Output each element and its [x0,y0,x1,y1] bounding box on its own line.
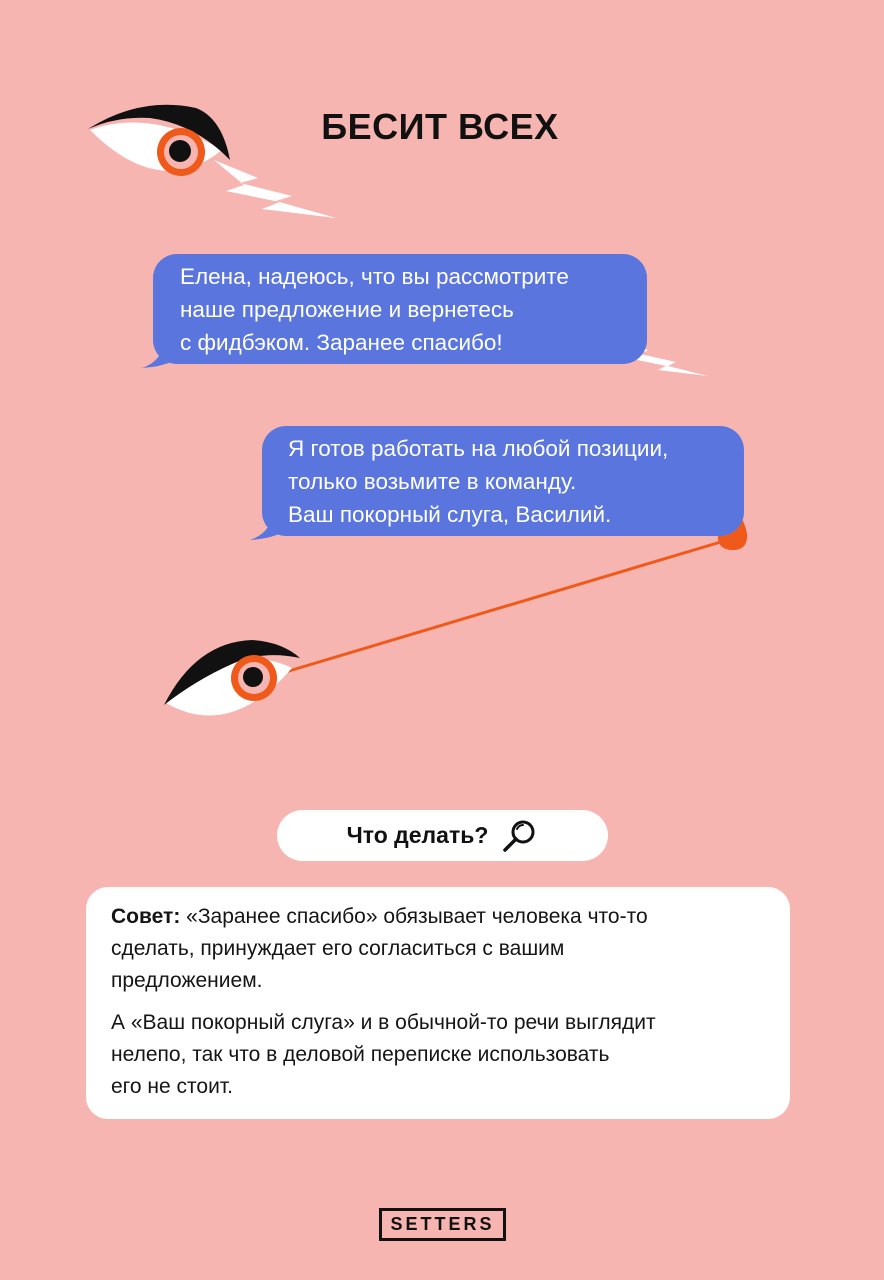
message-bubble [262,426,744,536]
advice-text: «Заранее спасибо» обязывает человека что-то [180,905,648,928]
message-bubble [153,254,647,364]
advice-line: А «Ваш покорный слуга» и в обычной-то речи выглядит [111,1011,656,1034]
message-line: только возьмите в команду. [288,469,577,494]
advice-line: сделать, принуждает его согласиться с вашим [111,937,565,960]
page-title: БЕСИТ ВСЕХ [321,106,559,147]
advice-line: нелепо, так что в деловой переписке использовать [111,1043,610,1066]
advice-lead: Совет: [111,905,181,928]
eye-icon [88,105,230,176]
brand-logo: SETTERS [379,1208,506,1241]
message-line: Елена, надеюсь, что вы рассмотрите [180,264,569,289]
what-to-do-button[interactable] [277,810,608,861]
what-to-do-label: Что делать? [346,822,489,848]
advice-line [111,901,790,933]
advice-line: предложением. [111,969,263,992]
lightning-icon [214,160,336,218]
advice-line: его не стоит. [111,1075,233,1098]
search-icon [500,817,538,855]
message-line: Я готов работать на любой позиции, [288,436,669,461]
message-line: с фидбэком. Заранее спасибо! [180,330,503,355]
message-line: наше предложение и вернетесь [180,297,514,322]
advice-card [86,887,790,1119]
eye-icon [164,640,300,716]
laser-beam [262,541,724,679]
message-line: Ваш покорный слуга, Василий. [288,502,612,527]
